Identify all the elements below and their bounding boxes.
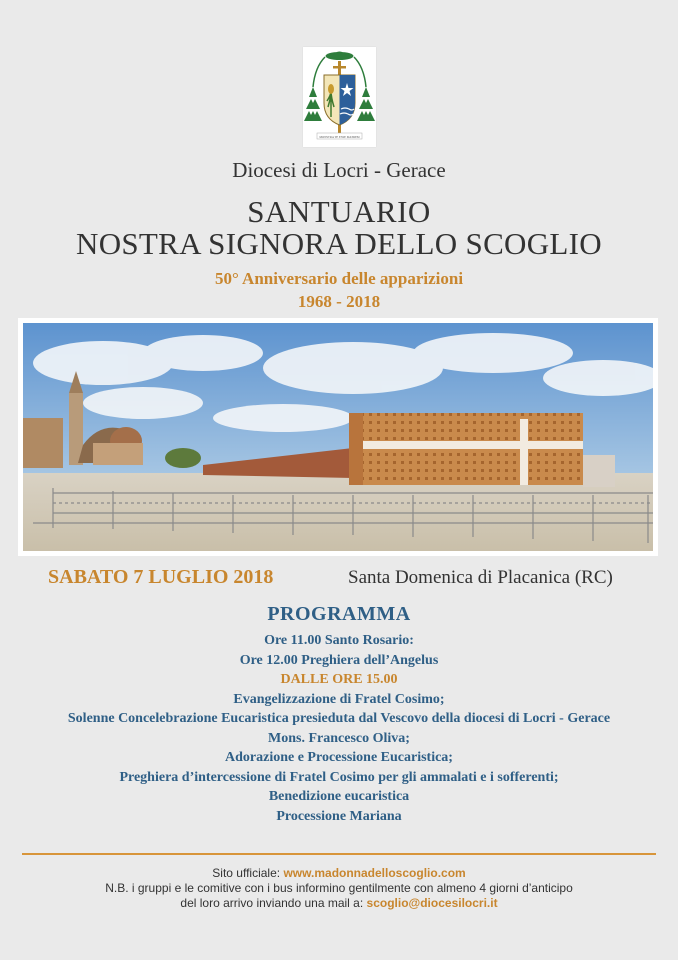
site-label: Sito ufficiale: <box>212 866 281 880</box>
anniversary-years: 1968 - 2018 <box>297 292 381 311</box>
anniversary-subtitle: 50° Anniversario delle apparizioni <box>214 269 464 288</box>
event-place: Santa Domenica di Placanica (RC) <box>348 567 613 588</box>
program-item: Processione Mariana <box>276 808 402 824</box>
title-line-2: NOSTRA SIGNORA DELLO SCOGLIO <box>76 226 602 261</box>
diocese-name: Diocesi di Locri - Gerace <box>232 158 446 182</box>
program-item: Solenne Concelebrazione Eucaristica presieduta dal Vescovo della diocesi di Locri - Gerace <box>67 711 611 726</box>
program-item: Preghiera d’intercessione di Fratel Cosimo per gli ammalati e i sofferenti; <box>119 769 559 785</box>
program-item: Adorazione e Processione Eucaristica; <box>225 750 453 765</box>
email-link[interactable]: scoglio@diocesilocri.it <box>366 896 498 910</box>
program-item: Ore 11.00 Santo Rosario: <box>264 633 414 648</box>
footer-note-line-2 <box>0 896 678 910</box>
event-date: SABATO 7 LUGLIO 2018 <box>48 566 274 588</box>
program-heading: PROGRAMMA <box>267 603 411 625</box>
footer-note-line-1: N.B. i gruppi e le comitive con i bus informino gentilmente con almeno 4 giorni d’anticipo <box>105 881 573 895</box>
diocese-coat-of-arms <box>303 47 376 147</box>
program-item: Evangelizzazione di Fratel Cosimo; <box>233 691 445 707</box>
footer-divider <box>22 853 656 855</box>
program-list <box>0 631 678 826</box>
program-item-highlight: DALLE ORE 15.00 <box>280 672 398 687</box>
program-item: Mons. Francesco Oliva; <box>268 730 410 746</box>
title-line-1: SANTUARIO <box>247 194 431 229</box>
program-item: Ore 12.00 Preghiera dell’Angelus <box>239 652 439 668</box>
footer-site-line <box>0 866 678 880</box>
program-item: Benedizione eucaristica <box>268 789 410 804</box>
crest-motto: MONSTRA TE ESSE MATREM <box>319 134 360 139</box>
site-link[interactable]: www.madonnadelloscoglio.com <box>283 866 466 880</box>
sanctuary-photo <box>18 318 658 556</box>
note-line-2-text: del loro arrivo inviando una mail a: <box>180 896 364 910</box>
